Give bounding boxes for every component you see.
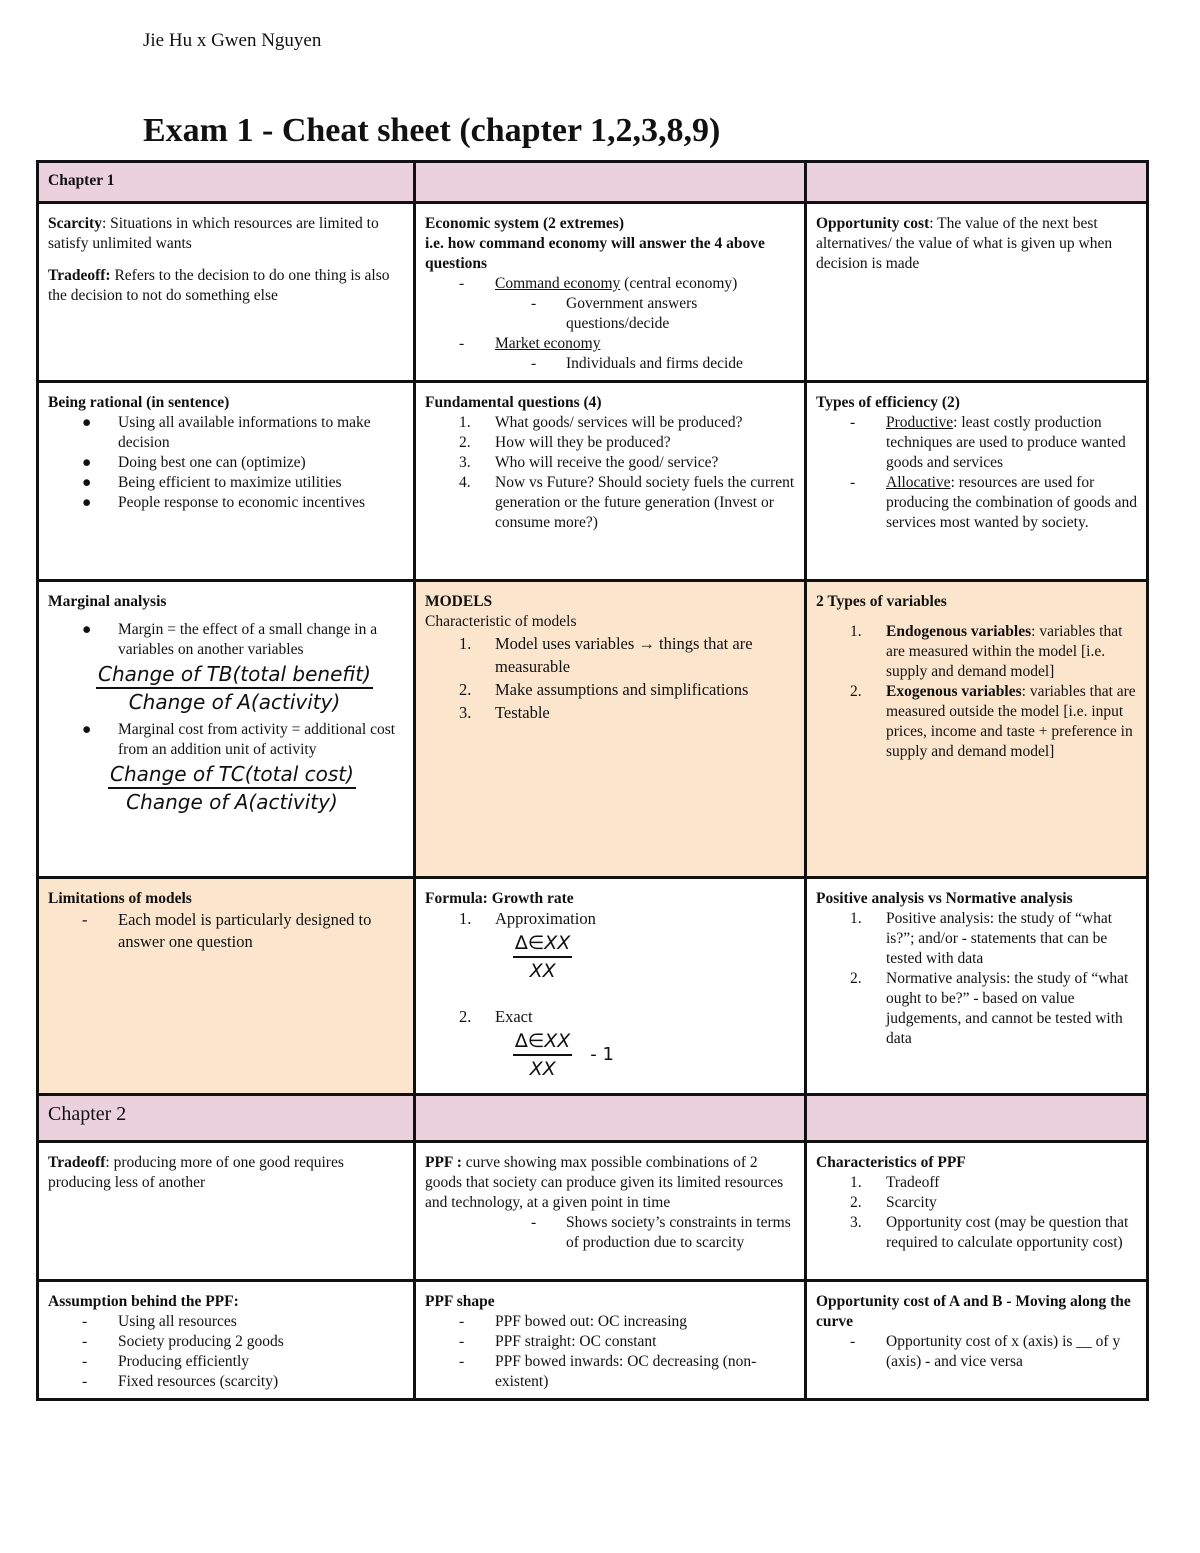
cell-growth-rate <box>415 878 806 1095</box>
number-marker: 1. <box>850 623 862 640</box>
oc-title: Opportunity cost of A and B - Moving along the curve <box>816 1293 1131 1330</box>
tradeoff-def: Refers to the decision to do one thing is also the decision to not do something else <box>48 267 390 304</box>
cell-opportunity-cost <box>806 203 1148 382</box>
dash-marker: - <box>459 335 465 352</box>
marg-item: Margin = the effect of a small change in a variables on another variables <box>118 621 378 658</box>
number-marker: 2. <box>850 1194 862 1211</box>
header-empty <box>415 1095 806 1142</box>
ch2-tradeoff-term: Tradeoff <box>48 1154 106 1171</box>
list-item <box>48 1312 405 1332</box>
formula-numerator: ∆∈XX <box>513 1031 572 1056</box>
number-marker: 1. <box>459 634 472 653</box>
list-item <box>48 1352 405 1372</box>
number-marker: 3. <box>459 703 472 722</box>
cell-being-rational <box>38 382 415 581</box>
models-sub: Characteristic of models <box>425 613 577 630</box>
exogenous-term: Exogenous variables <box>886 683 1022 700</box>
dash-marker: - <box>459 1333 465 1350</box>
list-item <box>816 473 1138 533</box>
list-item <box>48 453 405 473</box>
cell-types-of-variables <box>806 581 1148 878</box>
list-item <box>425 1352 796 1392</box>
list-item <box>48 413 405 453</box>
marginal-cost-formula <box>108 764 356 812</box>
dash-marker: - <box>82 910 88 929</box>
authors: Jie Hu x Gwen Nguyen <box>143 30 322 51</box>
growth-title: Formula: Growth rate <box>425 890 574 907</box>
cell-models <box>415 581 806 878</box>
cell-ppf-assumptions <box>38 1281 415 1400</box>
table-row <box>38 1142 1148 1281</box>
cell-economic-system <box>415 203 806 382</box>
bullet-marker: ● <box>82 494 92 511</box>
endogenous-def: : variables that are measured within the model [i.e. supply and demand model] <box>886 623 1123 680</box>
econ-title: Economic system (2 extremes) <box>425 215 624 232</box>
cell-ppf-shape <box>415 1281 806 1400</box>
dash-marker: - <box>531 1214 537 1231</box>
models-item: Model uses variables → things that are measurable <box>495 634 753 676</box>
market-sub: Individuals and firms decide <box>566 355 743 372</box>
number-marker: 2. <box>459 1007 472 1026</box>
opp-term: Opportunity cost <box>816 215 930 232</box>
marginal-benefit-formula <box>96 664 373 712</box>
assump-item: Society producing 2 goods <box>118 1333 284 1350</box>
growth-approx-formula <box>513 933 572 981</box>
dash-marker: - <box>850 474 856 491</box>
list-item <box>425 909 796 929</box>
cell-marginal-analysis <box>38 581 415 878</box>
allocative-def: : resources are used for producing the combination of goods and services most wanted by society. <box>886 474 1137 531</box>
shape-item: PPF bowed inwards: OC decreasing (non-existent) <box>495 1353 757 1390</box>
chapter-2-header: Chapter 2 <box>38 1095 415 1142</box>
oc-item: Opportunity cost of x (axis) is __ of y (axis) - and vice versa <box>886 1333 1121 1370</box>
list-item <box>816 909 1138 969</box>
limits-title: Limitations of models <box>48 890 192 907</box>
list-item <box>816 1332 1138 1372</box>
dash-marker: - <box>459 1313 465 1330</box>
chapter-1-header: Chapter 1 <box>38 162 415 203</box>
list-item <box>425 453 796 473</box>
cell-scarcity-tradeoff <box>38 203 415 382</box>
rational-item: Being efficient to maximize utilities <box>118 474 342 491</box>
number-marker: 2. <box>850 683 862 700</box>
shape-title: PPF shape <box>425 1293 495 1310</box>
bullet-marker: ● <box>82 474 92 491</box>
list-item <box>48 620 405 660</box>
opp-def: : The value of the next best alternatives/ the value of what is given up when decision is made <box>816 215 1113 272</box>
number-marker: 1. <box>850 1174 862 1191</box>
number-marker: 2. <box>459 680 472 699</box>
rational-title: Being rational (in sentence) <box>48 394 230 411</box>
posnorm-item: Normative analysis: the study of “what ought to be?” - based on value judgements, and cannot be tested with data <box>886 970 1129 1047</box>
dash-marker: - <box>850 1333 856 1350</box>
growth-item: Exact <box>495 1007 533 1026</box>
dash-marker: - <box>82 1313 88 1330</box>
bullet-marker: ● <box>82 454 92 471</box>
eff-title: Types of efficiency (2) <box>816 394 960 411</box>
fund-item: What goods/ services will be produced? <box>495 414 743 431</box>
assump-item: Using all resources <box>118 1313 237 1330</box>
fund-item: Now vs Future? Should society fuels the current generation or the future generation (Invest or consume more?) <box>495 474 795 531</box>
formula-numerator: Change of TC(total cost) <box>108 764 356 789</box>
bullet-marker: ● <box>82 621 92 638</box>
dash-marker: - <box>459 1353 465 1370</box>
page-title: Exam 1 - Cheat sheet (chapter 1,2,3,8,9) <box>143 112 721 149</box>
header-empty <box>806 162 1148 203</box>
market-economy: Market economy <box>495 335 601 352</box>
formula-denominator: Change of A(activity) <box>126 790 338 814</box>
scarcity-term: Scarcity <box>48 215 102 232</box>
number-marker: 1. <box>459 414 471 431</box>
marg-title: Marginal analysis <box>48 593 167 610</box>
number-marker: 2. <box>459 434 471 451</box>
number-marker: 3. <box>850 1214 862 1231</box>
bullet-marker: ● <box>82 721 92 738</box>
marg-item: Marginal cost from activity = additional cost from an addition unit of activity <box>118 721 396 758</box>
rational-item: People response to economic incentives <box>118 494 366 511</box>
char-title: Characteristics of PPF <box>816 1154 966 1171</box>
table-row <box>38 203 1148 382</box>
number-marker: 1. <box>459 909 472 928</box>
cell-ppf-definition <box>415 1142 806 1281</box>
cell-opportunity-cost-ab <box>806 1281 1148 1400</box>
ppf-def: curve showing max possible combinations of 2 goods that society can produce given its limited resources and technology, at a given point in time <box>425 1154 784 1211</box>
list-item <box>425 701 796 724</box>
growth-exact-formula <box>425 1027 796 1083</box>
formula-numerator: ∆∈XX <box>513 933 572 958</box>
growth-item: Approximation <box>495 909 596 928</box>
scarcity-def: : Situations in which resources are limited to satisfy unlimited wants <box>48 215 379 252</box>
table-row <box>38 382 1148 581</box>
fund-item: How will they be produced? <box>495 434 671 451</box>
number-marker: 2. <box>850 970 862 987</box>
ch2-tradeoff-def: : producing more of one good requires producing less of another <box>48 1154 344 1191</box>
cheat-sheet-table <box>36 160 1149 1401</box>
posnorm-title: Positive analysis vs Normative analysis <box>816 890 1073 907</box>
list-item <box>425 433 796 453</box>
list-item <box>48 1332 405 1352</box>
list-item <box>425 632 796 678</box>
list-item <box>816 622 1138 682</box>
number-marker: 3. <box>459 454 471 471</box>
number-marker: 4. <box>459 474 471 491</box>
header-empty <box>806 1095 1148 1142</box>
char-item: Tradeoff <box>886 1174 940 1191</box>
assump-title: Assumption behind the PPF: <box>48 1293 239 1310</box>
endogenous-term: Endogenous variables <box>886 623 1032 640</box>
list-item <box>425 1332 796 1352</box>
models-item: Testable <box>495 703 550 722</box>
shape-item: PPF straight: OC constant <box>495 1333 657 1350</box>
chapter-2-header-row <box>38 1095 1148 1142</box>
productive-def: : least costly production techniques are used to produce wanted goods and services <box>886 414 1126 471</box>
bullet-marker: ● <box>82 414 92 431</box>
cell-limitations-of-models <box>38 878 415 1095</box>
assump-item: Producing efficiently <box>118 1353 250 1370</box>
list-item <box>425 473 796 533</box>
dash-marker: - <box>459 275 465 292</box>
list-item <box>48 473 405 493</box>
table-row <box>38 581 1148 878</box>
exogenous-def: : variables that are measured outside the model [i.e. input prices, income and taste + preference in supply and demand model] <box>886 683 1136 760</box>
chapter-1-header-row <box>38 162 1148 203</box>
rational-item: Using all available informations to make decision <box>118 414 371 451</box>
list-item <box>816 1213 1138 1253</box>
dash-marker: - <box>531 295 537 312</box>
list-item <box>48 1372 405 1392</box>
cell-fundamental-questions <box>415 382 806 581</box>
list-item <box>816 969 1138 1049</box>
char-item: Scarcity <box>886 1194 937 1211</box>
vars-title: 2 Types of variables <box>816 593 947 610</box>
fund-item: Who will receive the good/ service? <box>495 454 719 471</box>
cell-ppf-characteristics <box>806 1142 1148 1281</box>
shape-item: PPF bowed out: OC increasing <box>495 1313 688 1330</box>
list-item <box>48 720 405 760</box>
dash-marker: - <box>82 1333 88 1350</box>
formula-denominator: XX <box>529 1058 556 1080</box>
cell-ch2-tradeoff <box>38 1142 415 1281</box>
list-item <box>425 1007 796 1027</box>
list-item <box>425 678 796 701</box>
command-rest: (central economy) <box>620 275 738 292</box>
formula-numerator: Change of TB(total benefit) <box>96 664 373 689</box>
econ-sub: i.e. how command economy will answer the 4 above questions <box>425 235 765 272</box>
productive-term: Productive <box>886 414 954 431</box>
table-row <box>38 1281 1148 1400</box>
list-item <box>425 413 796 433</box>
list-item <box>816 682 1138 762</box>
cell-positive-normative <box>806 878 1148 1095</box>
models-item: Make assumptions and simplifications <box>495 680 749 699</box>
list-item <box>816 1193 1138 1213</box>
ppf-term: PPF : <box>425 1154 462 1171</box>
dash-marker: - <box>82 1353 88 1370</box>
list-item <box>425 1312 796 1332</box>
allocative-term: Allocative <box>886 474 951 491</box>
number-marker: 1. <box>850 910 862 927</box>
dash-marker: - <box>82 1373 88 1390</box>
posnorm-item: Positive analysis: the study of “what is?”; and/or - statements that can be tested with data <box>886 910 1113 967</box>
rational-item: Doing best one can (optimize) <box>118 454 306 471</box>
cell-types-of-efficiency <box>806 382 1148 581</box>
list-item <box>816 413 1138 473</box>
assump-item: Fixed resources (scarcity) <box>118 1373 279 1390</box>
command-sub: Government answers questions/decide <box>566 295 698 332</box>
dash-marker: - <box>850 414 856 431</box>
list-item <box>425 1213 796 1253</box>
fund-title: Fundamental questions (4) <box>425 394 602 411</box>
formula-denominator: XX <box>529 960 556 982</box>
limits-item: Each model is particularly designed to answer one question <box>118 910 372 951</box>
list-item <box>48 493 405 513</box>
table-row <box>38 878 1148 1095</box>
list-item <box>816 1173 1138 1193</box>
growth-exact-fraction <box>513 1031 572 1079</box>
tradeoff-term: Tradeoff: <box>48 267 111 284</box>
header-empty <box>415 162 806 203</box>
list-item <box>48 909 405 953</box>
dash-marker: - <box>531 355 537 372</box>
char-item: Opportunity cost (may be question that required to calculate opportunity cost) <box>886 1214 1129 1251</box>
models-title: MODELS <box>425 593 493 610</box>
formula-denominator: Change of A(activity) <box>128 690 341 714</box>
command-economy: Command economy <box>495 275 621 292</box>
minus-one: - 1 <box>590 1044 614 1065</box>
ppf-sub: Shows society’s constraints in terms of production due to scarcity <box>566 1214 791 1251</box>
